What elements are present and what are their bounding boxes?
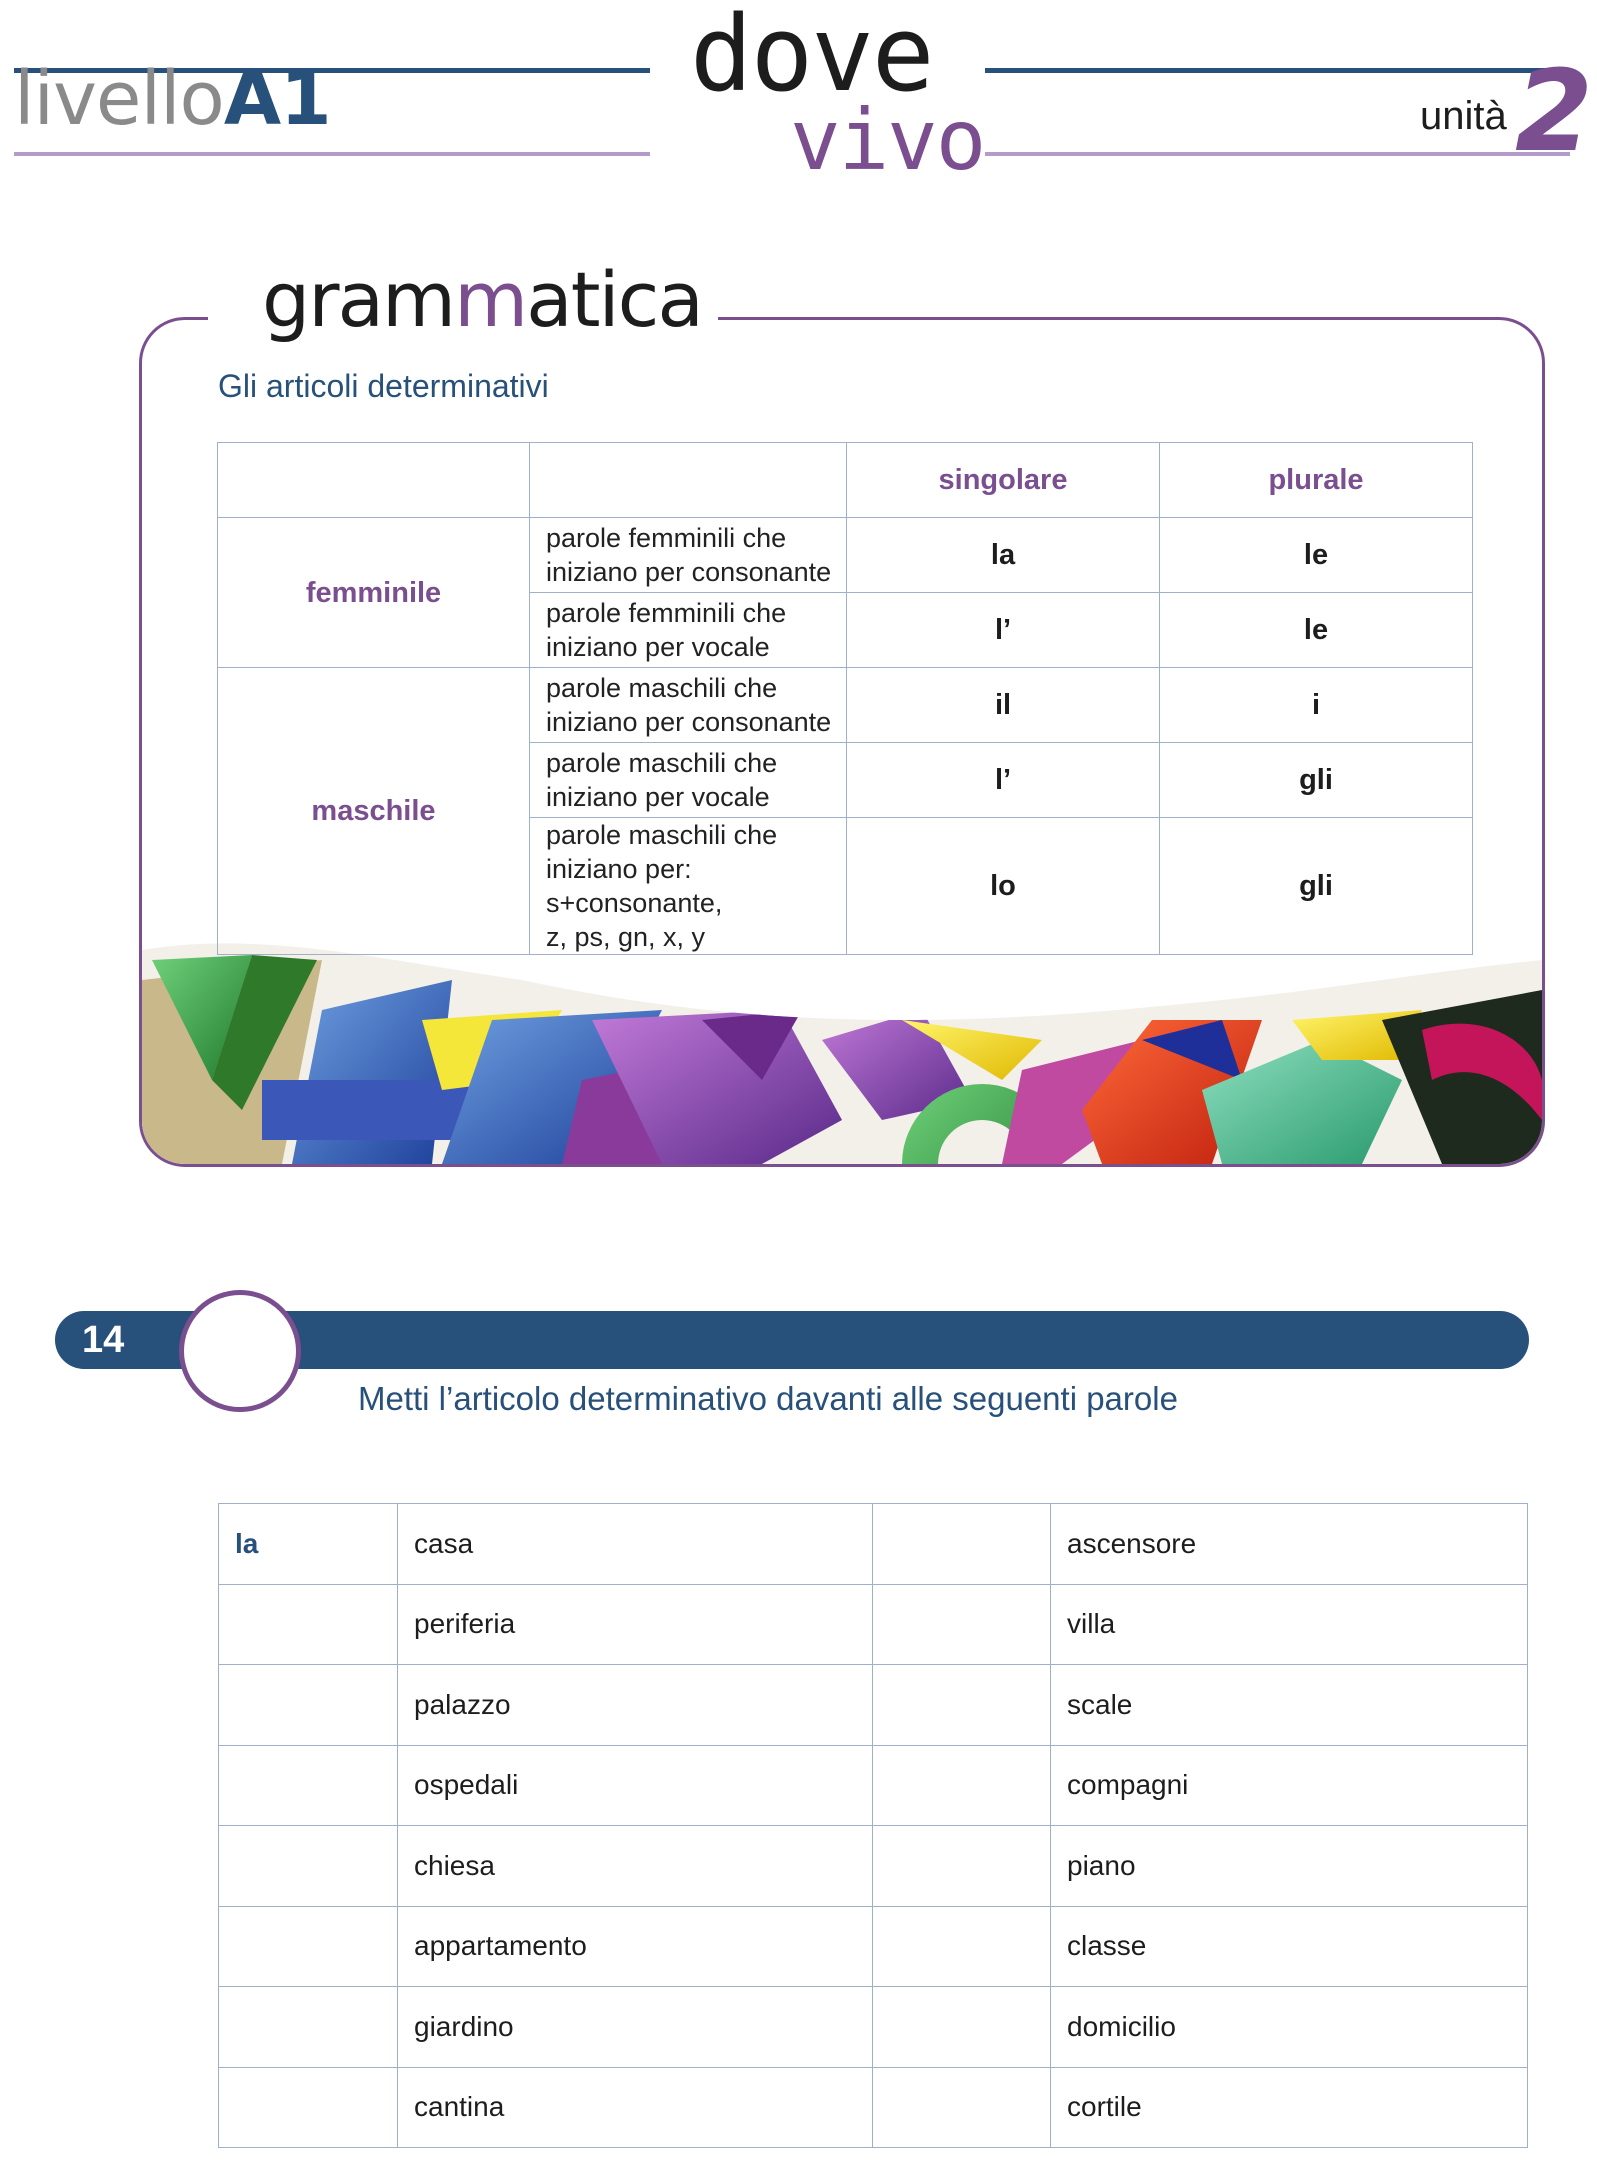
rule-line: iniziano per: s+consonante, (546, 854, 723, 918)
singular-article: il (847, 668, 1160, 743)
header-rule-left-purple (14, 152, 650, 156)
book-title-line-2: vivo (790, 91, 985, 189)
word-cell: cantina (398, 2067, 873, 2148)
unit-number: 2 (1515, 47, 1593, 177)
table-row (219, 2067, 1528, 2148)
articles-table (217, 442, 1473, 955)
level-badge (14, 56, 331, 142)
article-answer-cell[interactable] (873, 2067, 1051, 2148)
rule-line: iniziano per vocale (546, 632, 770, 662)
word-cell: ascensore (1051, 1504, 1528, 1585)
level-text: livello (14, 56, 224, 142)
table-row (219, 1826, 1528, 1907)
header-rule-right-purple (985, 152, 1570, 156)
rule-line: parole femminili che (546, 523, 787, 553)
table-corner-cell (218, 443, 530, 518)
word-cell: ospedali (398, 1745, 873, 1826)
article-answer-cell[interactable] (873, 1584, 1051, 1665)
title-part-2: atica (526, 255, 702, 344)
word-cell: periferia (398, 1584, 873, 1665)
article-answer-cell[interactable] (219, 1987, 398, 2068)
rule-line: parole maschili che (546, 748, 778, 778)
rule-line: iniziano per vocale (546, 782, 770, 812)
article-answer-cell[interactable] (219, 2067, 398, 2148)
article-answer-cell[interactable]: la (219, 1504, 398, 1585)
singular-article: la (847, 518, 1160, 593)
plural-article: i (1160, 668, 1473, 743)
word-cell: casa (398, 1504, 873, 1585)
rule-description (530, 593, 847, 668)
plural-article: le (1160, 518, 1473, 593)
title-part-1: gram (262, 255, 455, 344)
plural-article: gli (1160, 743, 1473, 818)
article-answer-cell[interactable] (873, 1826, 1051, 1907)
word-cell: classe (1051, 1906, 1528, 1987)
article-answer-cell[interactable] (873, 1987, 1051, 2068)
word-cell: scale (1051, 1665, 1528, 1746)
table-corner-cell (530, 443, 847, 518)
header-rule-right (985, 68, 1570, 73)
rule-line: parole femminili che (546, 598, 787, 628)
table-row (219, 1987, 1528, 2068)
plural-article: le (1160, 593, 1473, 668)
word-cell: chiesa (398, 1826, 873, 1907)
gender-label-feminine: femminile (218, 518, 530, 668)
article-answer-cell[interactable] (873, 1745, 1051, 1826)
grammar-subtitle: Gli articoli determinativi (218, 368, 549, 404)
book-title-line-1: dove (690, 0, 933, 115)
table-row (219, 1906, 1528, 1987)
column-header-plural: plurale (1160, 443, 1473, 518)
article-answer-cell[interactable] (219, 1745, 398, 1826)
word-cell: domicilio (1051, 1987, 1528, 2068)
article-answer-cell[interactable] (873, 1504, 1051, 1585)
singular-article: l’ (847, 593, 1160, 668)
word-cell: cortile (1051, 2067, 1528, 2148)
word-cell: appartamento (398, 1906, 873, 1987)
grammar-section-title (262, 255, 702, 344)
rule-description (530, 818, 847, 955)
table-row (219, 1745, 1528, 1826)
article-answer-cell[interactable] (873, 1665, 1051, 1746)
article-answer-cell[interactable] (873, 1906, 1051, 1987)
rule-line: z, ps, gn, x, y (546, 922, 706, 952)
word-cell: villa (1051, 1584, 1528, 1665)
rule-description (530, 668, 847, 743)
rule-line: iniziano per consonante (546, 557, 832, 587)
plural-article: gli (1160, 818, 1473, 955)
unit-label: unità (1420, 94, 1507, 138)
article-answer-cell[interactable] (219, 1906, 398, 1987)
singular-article: l’ (847, 743, 1160, 818)
singular-article: lo (847, 818, 1160, 955)
rule-line: parole maschili che (546, 820, 778, 850)
column-header-singular: singolare (847, 443, 1160, 518)
exercise-instruction: Metti l’articolo determinativo davanti alle seguenti parole (358, 1380, 1178, 1417)
table-row (219, 1584, 1528, 1665)
table-row (219, 1504, 1528, 1585)
gender-label-masculine: maschile (218, 668, 530, 955)
exercise-table (218, 1503, 1528, 2148)
level-code: A1 (223, 56, 331, 142)
exercise-number: 14 (82, 1319, 125, 1361)
rule-description (530, 518, 847, 593)
title-part-m: m (454, 255, 527, 344)
word-cell: piano (1051, 1826, 1528, 1907)
word-cell: compagni (1051, 1745, 1528, 1826)
rule-line: parole maschili che (546, 673, 778, 703)
article-answer-cell[interactable] (219, 1826, 398, 1907)
word-cell: palazzo (398, 1665, 873, 1746)
word-cell: giardino (398, 1987, 873, 2068)
rule-description (530, 743, 847, 818)
exercise-icon-circle (179, 1290, 301, 1412)
table-row (219, 1665, 1528, 1746)
article-answer-cell[interactable] (219, 1665, 398, 1746)
rule-line: iniziano per consonante (546, 707, 832, 737)
article-answer-cell[interactable] (219, 1584, 398, 1665)
